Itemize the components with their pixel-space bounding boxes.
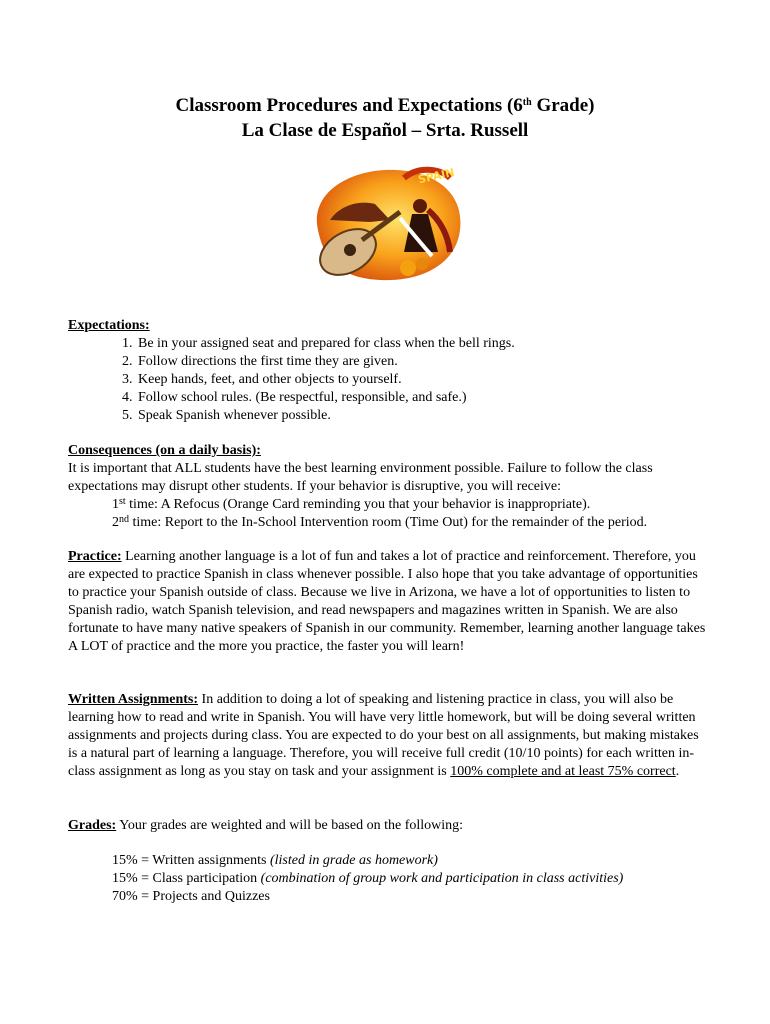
consequences-section (68, 442, 708, 532)
written-assignments-heading: Written Assignments: (68, 692, 199, 707)
list-item: 3. Keep hands, feet, and other objects to yourself. (136, 371, 708, 389)
grades-list (112, 852, 623, 906)
title-superscript: th (522, 97, 532, 108)
consequence-first (68, 496, 708, 514)
written-assignments-body: In addition to doing a lot of speaking and listening practice in class, you will also be learning how to read and write in Spanish. You will have very little homework, but will be doing several written assignments and projects during class. You are expected to do your best on all assignments, but making mistakes is a natural part of learning a language. Therefore, you will receive full credit (10/10 points) for each written in-class assignment as long as you stay on task and your assignment is (68, 692, 699, 779)
grade-item-label: 15% = Class participation (112, 871, 261, 886)
grade-item-note: (combination of group work and participation in class activities) (260, 871, 624, 886)
list-item: 5. Speak Spanish whenever possible. (136, 407, 708, 425)
expectations-heading: Expectations: (68, 318, 150, 333)
grade-item-note: (listed in grade as homework) (269, 853, 438, 868)
spain-banner-text: SPAIN (416, 165, 456, 187)
grades-section (68, 817, 708, 835)
written-assignments-requirement: 100% complete and at least 75% correct (450, 764, 676, 779)
consequence-second-suffix: nd (119, 514, 129, 525)
consequence-first-number: 1 (112, 497, 119, 512)
spain-clipart-guitar-dancers-icon (300, 160, 470, 290)
grade-item-label: 70% = Projects and Quizzes (112, 889, 270, 904)
practice-heading: Practice: (68, 549, 122, 564)
written-assignments-section (68, 691, 708, 781)
list-item: 1. Be in your assigned seat and prepared for class when the bell rings. (136, 335, 708, 353)
grade-item (112, 852, 623, 870)
grade-item-label: 15% = Written assignments (112, 853, 270, 868)
title-line1-text: Classroom Procedures and Expectations (6 (175, 95, 523, 116)
consequence-first-text: time: A Refocus (Orange Card reminding you that your behavior is inappropriate). (125, 497, 591, 512)
list-item: 2. Follow directions the first time they are given. (136, 353, 708, 371)
consequence-second-text: time: Report to the In-School Intervention room (Time Out) for the remainder of the period. (129, 515, 648, 530)
grades-heading: Grades: (68, 818, 117, 833)
consequence-second-number: 2 (112, 515, 119, 530)
consequences-body: It is important that ALL students have the best learning environment possible. Failure to follow the class expectations may disrupt other students. If your behavior is disruptive, you will receive: (68, 461, 653, 494)
list-item: 4. Follow school rules. (Be respectful, responsible, and safe.) (136, 389, 708, 407)
practice-body: Learning another language is a lot of fun and takes a lot of practice and reinforcement. Therefore, you are expected to practice Spanish in class whenever possible. I also hope that you take advantage of opportunities to practice your Spanish outside of class. Because we live in Arizona, we have a lot of opportunities to listen to Spanish radio, watch Spanish television, and read newspapers and magazines written in Spanish. We are also fortunate to have many native speakers of Spanish in our community. Remember, learning another language takes A LOT of practice and the more you practice, the faster you will learn! (68, 549, 706, 654)
grade-item (112, 888, 623, 906)
document-subtitle: La Clase de Español – Srta. Russell (241, 120, 529, 141)
consequence-first-suffix: st (119, 496, 126, 507)
consequences-heading: Consequences (on a daily basis): (68, 443, 261, 458)
grades-intro: Your grades are weighted and will be based on the following: (116, 818, 464, 833)
written-assignments-period: . (675, 764, 680, 779)
expectations-section (68, 317, 708, 425)
title-line1-end: Grade) (531, 95, 595, 116)
grade-item (112, 870, 623, 888)
practice-section (68, 548, 708, 656)
consequence-second (68, 514, 708, 532)
expectations-list (68, 335, 708, 425)
document-title (0, 93, 770, 119)
